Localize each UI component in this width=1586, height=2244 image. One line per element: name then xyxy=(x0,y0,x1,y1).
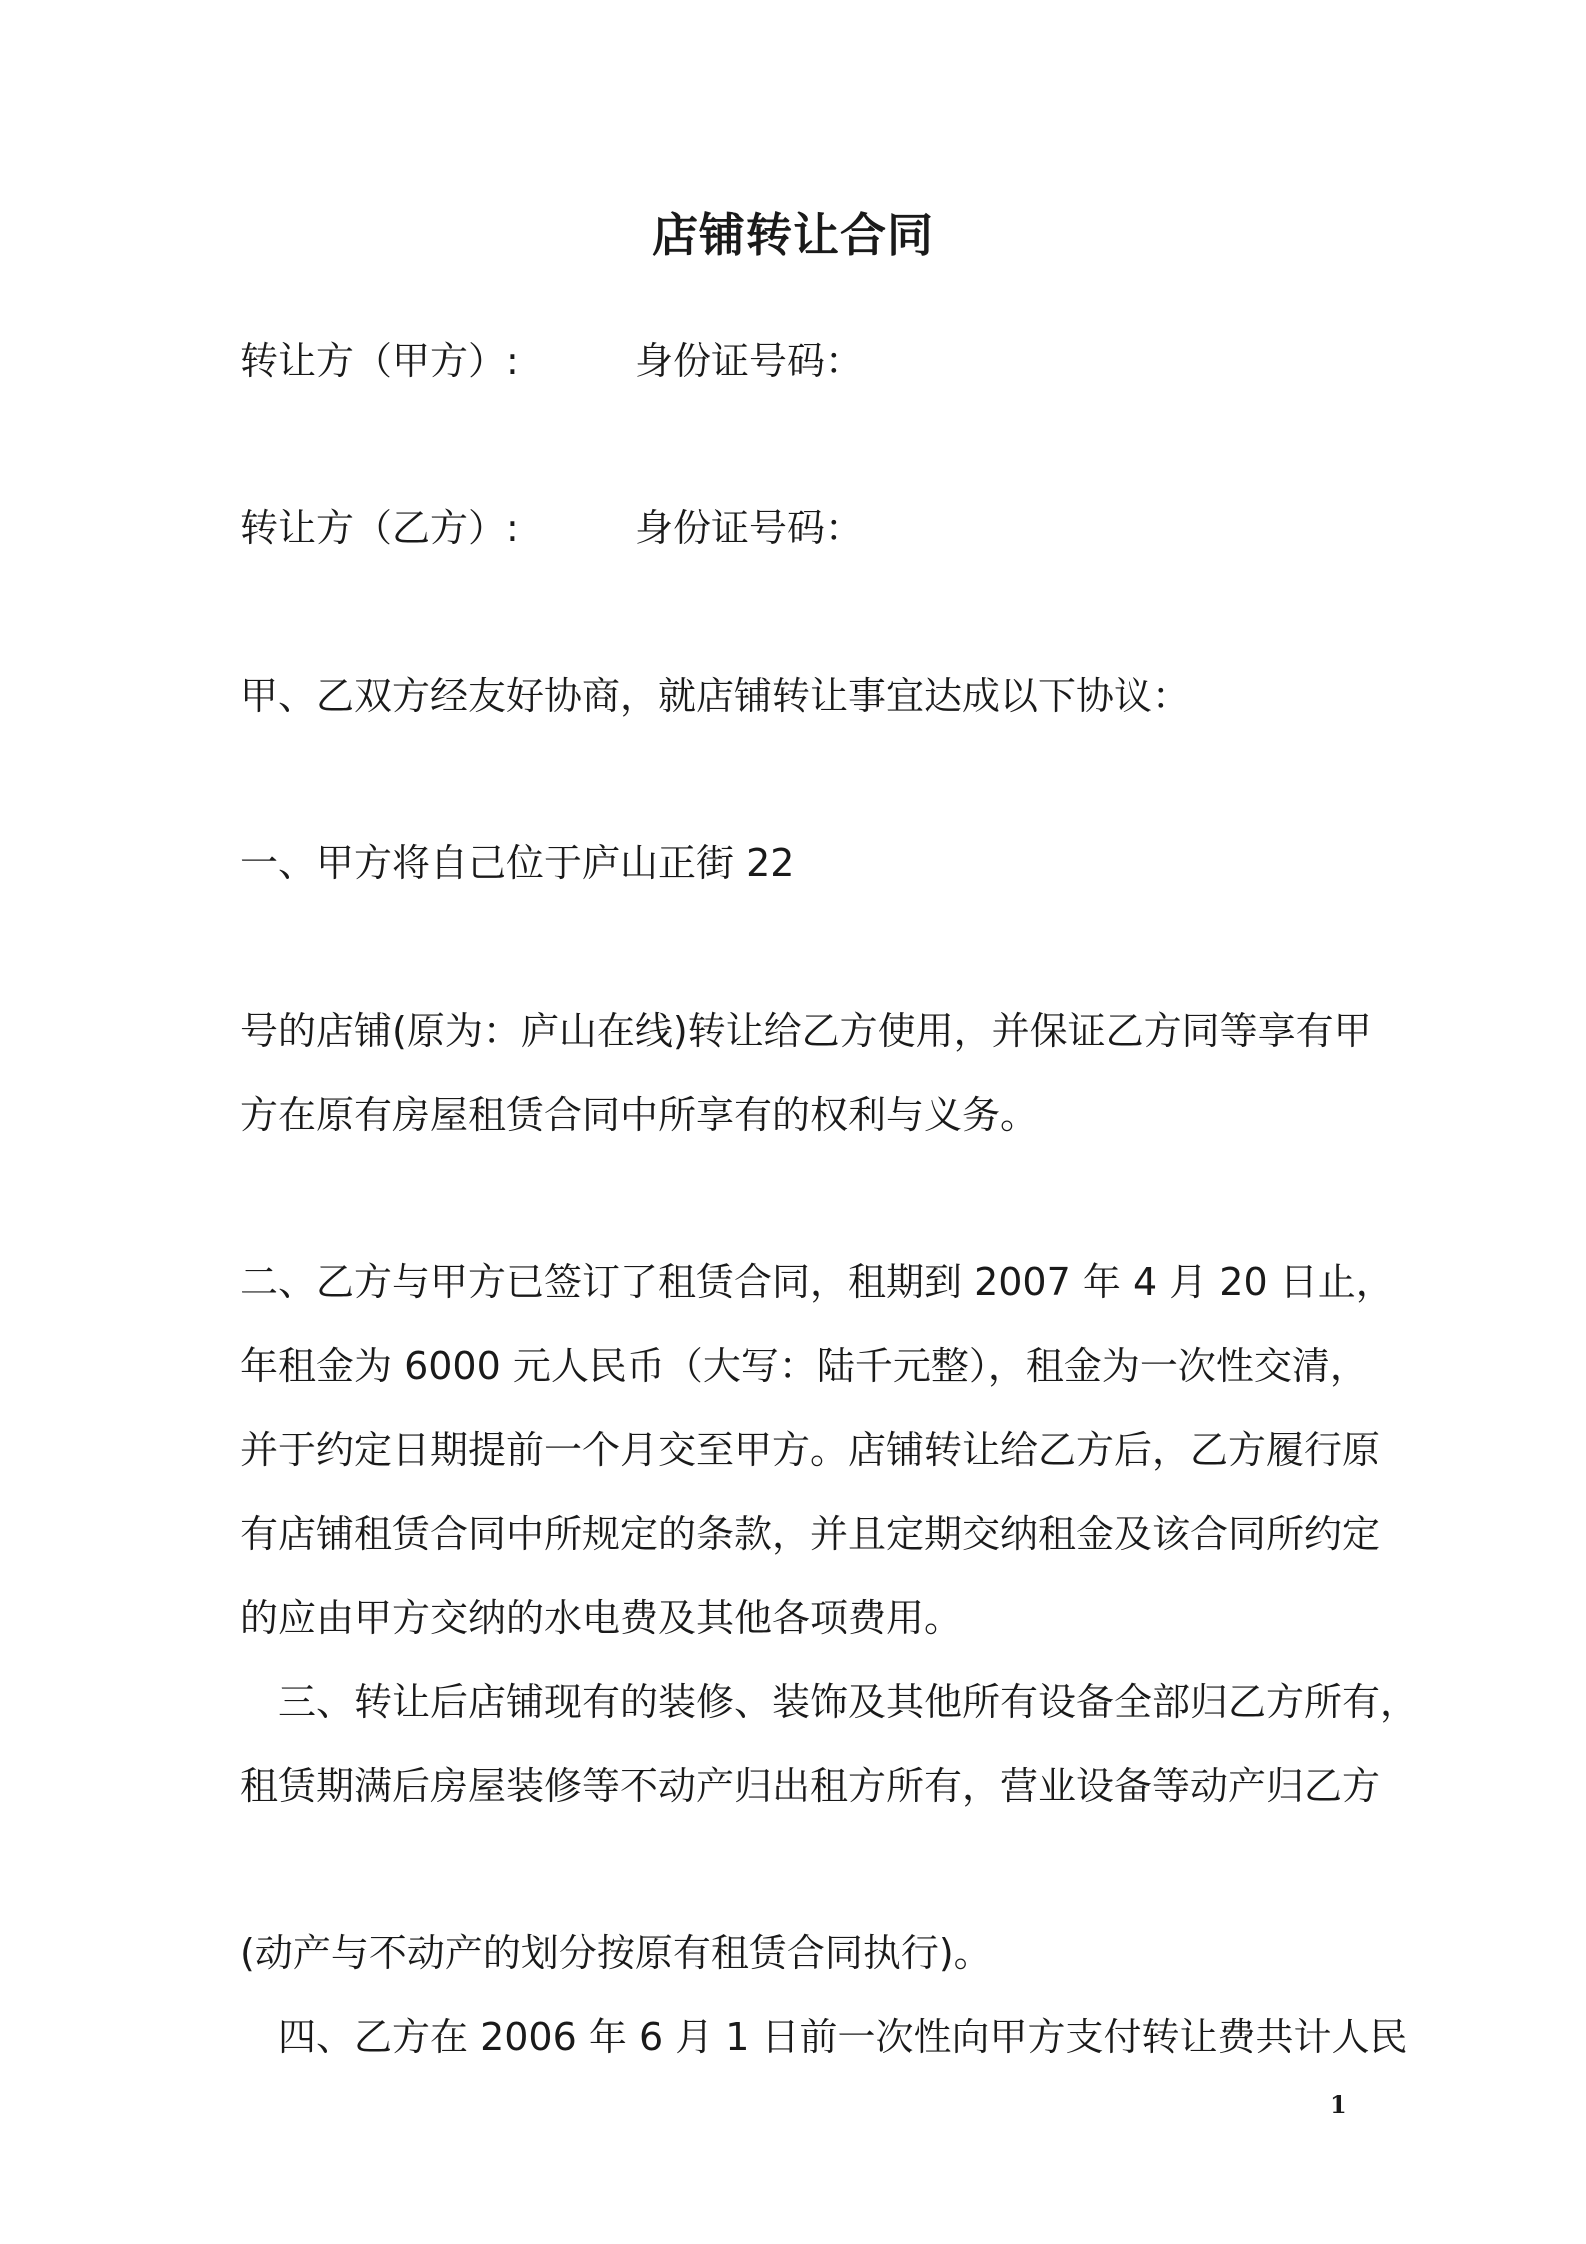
paragraph-line: 甲、乙双方经友好协商，就店铺转让事宜达成以下协议： xyxy=(240,674,1191,718)
paragraph-line: (动产与不动产的划分按原有租赁合同执行)。 xyxy=(240,1931,992,1975)
party-b-id-label: 身份证号码： xyxy=(635,506,864,550)
paragraph-line: 一、甲方将自己位于庐山正街 22 xyxy=(240,841,795,885)
paragraph-line: 号的店铺(原为：庐山在线)转让给乙方使用，并保证乙方同等享有甲 xyxy=(240,1009,1372,1053)
paragraph-line: 方在原有房屋租赁合同中所享有的权利与义务。 xyxy=(240,1093,1039,1137)
party-a-id-label: 身份证号码： xyxy=(635,339,864,383)
paragraph-line: 二、乙方与甲方已签订了租赁合同，租期到 2007 年 4 月 20 日止， xyxy=(240,1260,1394,1304)
paragraph-line: 的应由甲方交纳的水电费及其他各项费用。 xyxy=(240,1596,963,1640)
paragraph-line: 年租金为 6000 元人民币（大写：陆千元整），租金为一次性交清， xyxy=(240,1344,1368,1388)
party-a-label: 转让方（甲方）: xyxy=(240,339,519,383)
party-b-label: 转让方（乙方）: xyxy=(240,506,519,550)
paragraph-line: 三、转让后店铺现有的装修、装饰及其他所有设备全部归乙方所有， xyxy=(240,1680,1419,1724)
paragraph-line: 四、乙方在 2006 年 6 月 1 日前一次性向甲方支付转让费共计人民 xyxy=(240,2015,1408,2059)
paragraph-line: 有店铺租赁合同中所规定的条款，并且定期交纳租金及该合同所约定 xyxy=(240,1512,1381,1556)
page-number: 1 xyxy=(1330,2090,1347,2119)
paragraph-line: 并于约定日期提前一个月交至甲方。店铺转让给乙方后，乙方履行原 xyxy=(240,1428,1381,1472)
document-title: 店铺转让合同 xyxy=(652,208,934,262)
paragraph-line: 租赁期满后房屋装修等不动产归出租方所有，营业设备等动产归乙方 xyxy=(240,1764,1381,1808)
